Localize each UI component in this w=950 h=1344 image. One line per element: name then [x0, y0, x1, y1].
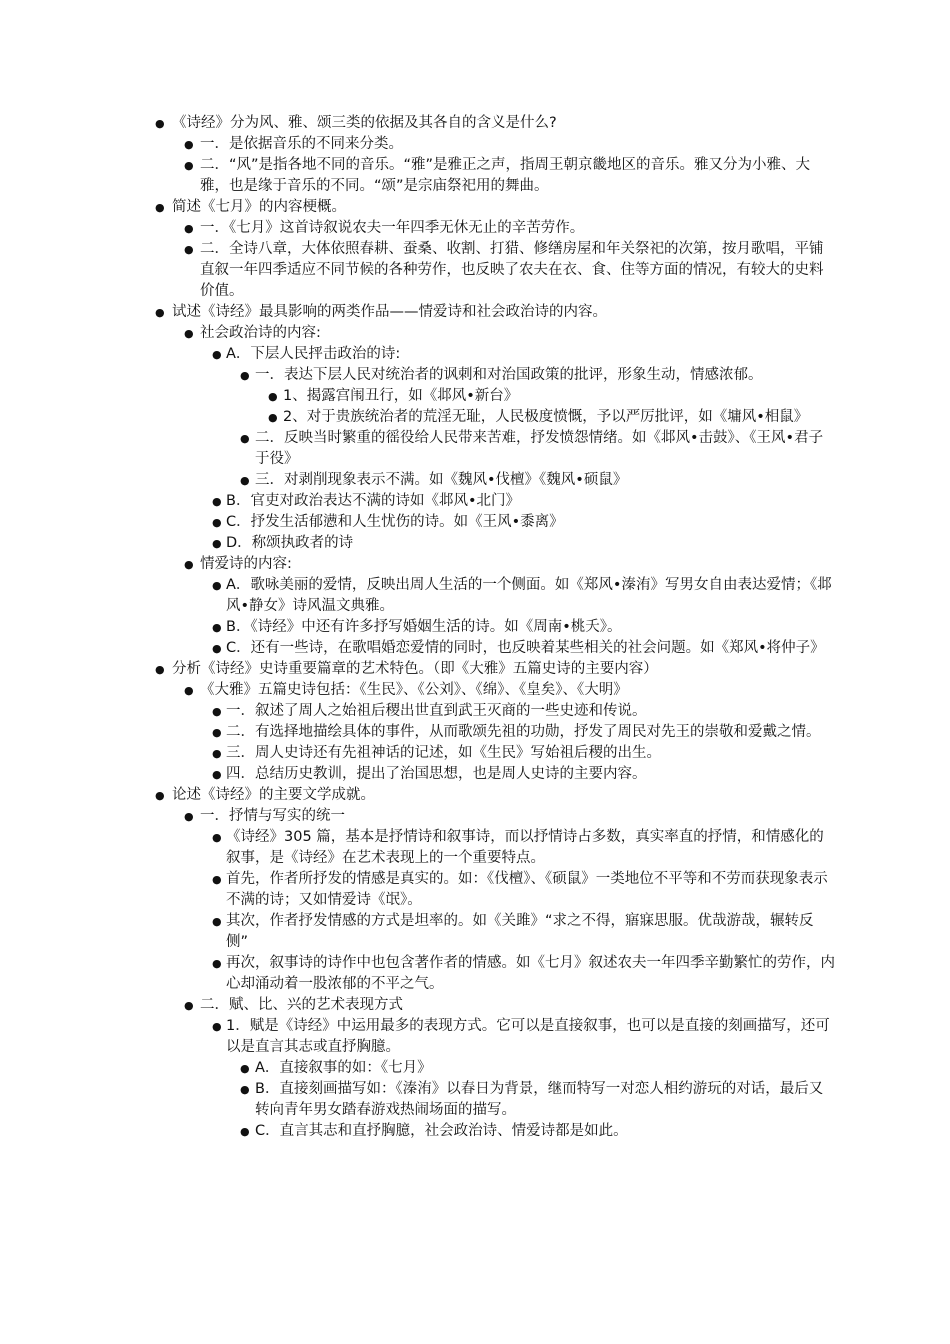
outline-item-text: 二．有选择地描绘具体的事件，从而歌颂先祖的功勋，抒发了周民对先王的崇敬和爱戴之情。 [226, 724, 821, 740]
outline-item [0, 659, 835, 680]
outline-item-text: B．直接刻画描写如：《溱洧》以春日为背景，继而特写一对恋人相约游玩的对话，最后又转向青年男女踏春游戏热闹场面的描写。 [255, 1081, 824, 1118]
outline-item-text: 一．抒情与写实的统一 [200, 808, 345, 824]
outline-item-text: A．下层人民抨击政治的诗: [226, 346, 401, 362]
bullet-icon: ● [240, 1083, 250, 1096]
bullet-icon: ● [184, 810, 194, 823]
outline-item-text: 《诗经》分为风、雅、颂三类的依据及其各自的含义是什么? [172, 115, 557, 131]
bullet-icon: ● [155, 117, 165, 130]
outline-item-text: 三．周人史诗还有先祖神话的记述，如《生民》写始祖后稷的出生。 [226, 745, 661, 761]
outline-item-text: C．直言其志和直抒胸臆，社会政治诗、情爱诗都是如此。 [255, 1123, 628, 1139]
outline-item [0, 554, 835, 575]
outline-item [0, 134, 835, 155]
bullet-icon: ● [240, 1125, 250, 1138]
bullet-icon: ● [240, 1062, 250, 1075]
bullet-icon: ● [212, 579, 222, 592]
bullet-icon: ● [240, 432, 250, 445]
bullet-icon: ● [184, 999, 194, 1012]
outline-item [0, 512, 835, 533]
bullet-icon: ● [212, 642, 222, 655]
document-outline [0, 113, 950, 1142]
outline-item [0, 407, 835, 428]
bullet-icon: ● [212, 495, 222, 508]
outline-item [0, 638, 835, 659]
outline-item [0, 533, 835, 554]
bullet-icon: ● [184, 222, 194, 235]
outline-item [0, 218, 835, 239]
bullet-icon: ● [184, 243, 194, 256]
bullet-icon: ● [212, 747, 222, 760]
bullet-icon: ● [184, 159, 194, 172]
bullet-icon: ● [155, 789, 165, 802]
outline-item-text: 首先，作者所抒发的情感是真实的。如：《伐檀》、《硕鼠》一类地位不平等和不劳而获现象表示不满的诗；又如情爱诗《氓》。 [226, 871, 828, 908]
outline-item [0, 344, 835, 365]
outline-item-text: 再次，叙事诗的诗作中也包含著作者的情感。如《七月》叙述农夫一年四季辛勤繁忙的劳作，内心却涌动着一股浓郁的不平之气。 [226, 955, 835, 992]
outline-item [0, 491, 835, 512]
outline-item-text: 1．赋是《诗经》中运用最多的表现方式。它可以是直接叙事，也可以是直接的刻画描写，还可以是直言其志或直抒胸臆。 [226, 1018, 830, 1055]
outline-item-text: A．直接叙事的如：《七月》 [255, 1060, 432, 1076]
bullet-icon: ● [212, 957, 222, 970]
outline-item-text: 社会政治诗的内容: [200, 325, 321, 341]
bullet-icon: ● [184, 327, 194, 340]
bullet-icon: ● [184, 558, 194, 571]
outline-item-text: 一．表达下层人民对统治者的讽刺和对治国政策的批评，形象生动，情感浓郁。 [255, 367, 763, 383]
outline-item [0, 701, 835, 722]
bullet-icon: ● [268, 411, 278, 424]
bullet-icon: ● [155, 663, 165, 676]
outline-item-text: B．《诗经》中还有许多抒写婚姻生活的诗。如《周南•桃夭》。 [226, 619, 622, 635]
outline-item-text: 试述《诗经》最具影响的两类作品——情爱诗和社会政治诗的内容。 [172, 304, 607, 320]
outline-item-text: A．歌咏美丽的爱情，反映出周人生活的一个侧面。如《郑风•溱洧》写男女自由表达爱情；《邶风•静女》诗风温文典雅。 [226, 577, 832, 614]
outline-item [0, 1121, 835, 1142]
bullet-icon: ● [184, 684, 194, 697]
outline-item [0, 575, 835, 617]
bullet-icon: ● [212, 621, 222, 634]
outline-item [0, 1079, 835, 1121]
outline-item-text: 二．全诗八章，大体依照春耕、蚕桑、收割、打猎、修缮房屋和年关祭祀的次第，按月歌唱，平铺直叙一年四季适应不同节候的各种劳作，也反映了农夫在衣、食、住等方面的情况，有较大的史料价值。 [200, 241, 824, 299]
bullet-icon: ● [212, 915, 222, 928]
outline-item [0, 1058, 835, 1079]
outline-item [0, 953, 835, 995]
outline-item [0, 722, 835, 743]
outline-item [0, 995, 835, 1016]
bullet-icon: ● [212, 516, 222, 529]
outline-item-text: 一．《七月》这首诗叙说农夫一年四季无休无止的辛苦劳作。 [200, 220, 585, 236]
bullet-icon: ● [212, 705, 222, 718]
outline-item-text: D．称颂执政者的诗 [226, 535, 354, 551]
bullet-icon: ● [212, 726, 222, 739]
outline-item-text: 四．总结历史教训，提出了治国思想，也是周人史诗的主要内容。 [226, 766, 647, 782]
bullet-icon: ● [184, 138, 194, 151]
outline-item [0, 155, 835, 197]
bullet-icon: ● [240, 369, 250, 382]
outline-item [0, 428, 835, 470]
bullet-icon: ● [155, 306, 165, 319]
outline-item-text: 一．是依据音乐的不同来分类。 [200, 136, 403, 152]
outline-item [0, 365, 835, 386]
bullet-icon: ● [212, 768, 222, 781]
outline-item [0, 617, 835, 638]
outline-item [0, 764, 835, 785]
outline-item [0, 911, 835, 953]
outline-item [0, 470, 835, 491]
outline-item-text: 《大雅》五篇史诗包括：《生民》、《公刘》、《绵》、《皇矣》、《大明》 [200, 682, 628, 698]
outline-item-text: 二．反映当时繁重的徭役给人民带来苦难，抒发愤怨情绪。如《邶风•击鼓》、《王风•君子于役》 [255, 430, 824, 467]
outline-item-text: C．抒发生活郁懑和人生忧伤的诗。如《王风•黍离》 [226, 514, 564, 530]
outline-item-text: C．还有一些诗，在歌唱婚恋爱情的同时，也反映着某些相关的社会问题。如《郑风•将仲子》 [226, 640, 825, 656]
bullet-icon: ● [155, 201, 165, 214]
bullet-icon: ● [212, 873, 222, 886]
outline-item [0, 1016, 835, 1058]
outline-item-text: 二．赋、比、兴的艺术表现方式 [200, 997, 403, 1013]
outline-item [0, 113, 835, 134]
outline-item [0, 680, 835, 701]
outline-item [0, 785, 835, 806]
outline-item-text: 简述《七月》的内容梗概。 [172, 199, 346, 215]
outline-item-text: 二．“风”是指各地不同的音乐。“雅”是雅正之声，指周王朝京畿地区的音乐。雅又分为小雅、大雅，也是缘于音乐的不同。“颂”是宗庙祭祀用的舞曲。 [200, 157, 811, 194]
bullet-icon: ● [212, 831, 222, 844]
bullet-icon: ● [212, 1020, 222, 1033]
outline-item-text: 1、揭露宫闱丑行，如《邶风•新台》 [283, 388, 519, 404]
outline-item [0, 869, 835, 911]
outline-item [0, 827, 835, 869]
outline-item-text: 论述《诗经》的主要文学成就。 [172, 787, 375, 803]
outline-item-text: 一．叙述了周人之始祖后稷出世直到武王灭商的一些史迹和传说。 [226, 703, 647, 719]
bullet-icon: ● [212, 348, 222, 361]
outline-item [0, 239, 835, 302]
outline-item-text: 其次，作者抒发情感的方式是坦率的。如《关雎》“求之不得，寤寐思服。优哉游哉，辗转反侧” [226, 913, 814, 950]
outline-item-text: 三．对剥削现象表示不满。如《魏风•伐檀》《魏风•硕鼠》 [255, 472, 628, 488]
outline-item-text: B．官吏对政治表达不满的诗如《邶风•北门》 [226, 493, 520, 509]
bullet-icon: ● [268, 390, 278, 403]
bullet-icon: ● [212, 537, 222, 550]
outline-item-text: 2、对于贵族统治者的荒淫无耻，人民极度愤慨，予以严厉批评，如《墉风•相鼠》 [283, 409, 809, 425]
outline-item [0, 323, 835, 344]
outline-item [0, 302, 835, 323]
outline-item [0, 386, 835, 407]
outline-item [0, 743, 835, 764]
bullet-icon: ● [240, 474, 250, 487]
outline-item-text: 《诗经》305 篇，基本是抒情诗和叙事诗，而以抒情诗占多数，真实率直的抒情，和情感化的叙事，是《诗经》在艺术表现上的一个重要特点。 [226, 829, 824, 866]
outline-item [0, 806, 835, 827]
outline-item-text: 情爱诗的内容: [200, 556, 292, 572]
outline-item [0, 197, 835, 218]
outline-item-text: 分析《诗经》史诗重要篇章的艺术特色。（即《大雅》五篇史诗的主要内容） [172, 661, 658, 677]
